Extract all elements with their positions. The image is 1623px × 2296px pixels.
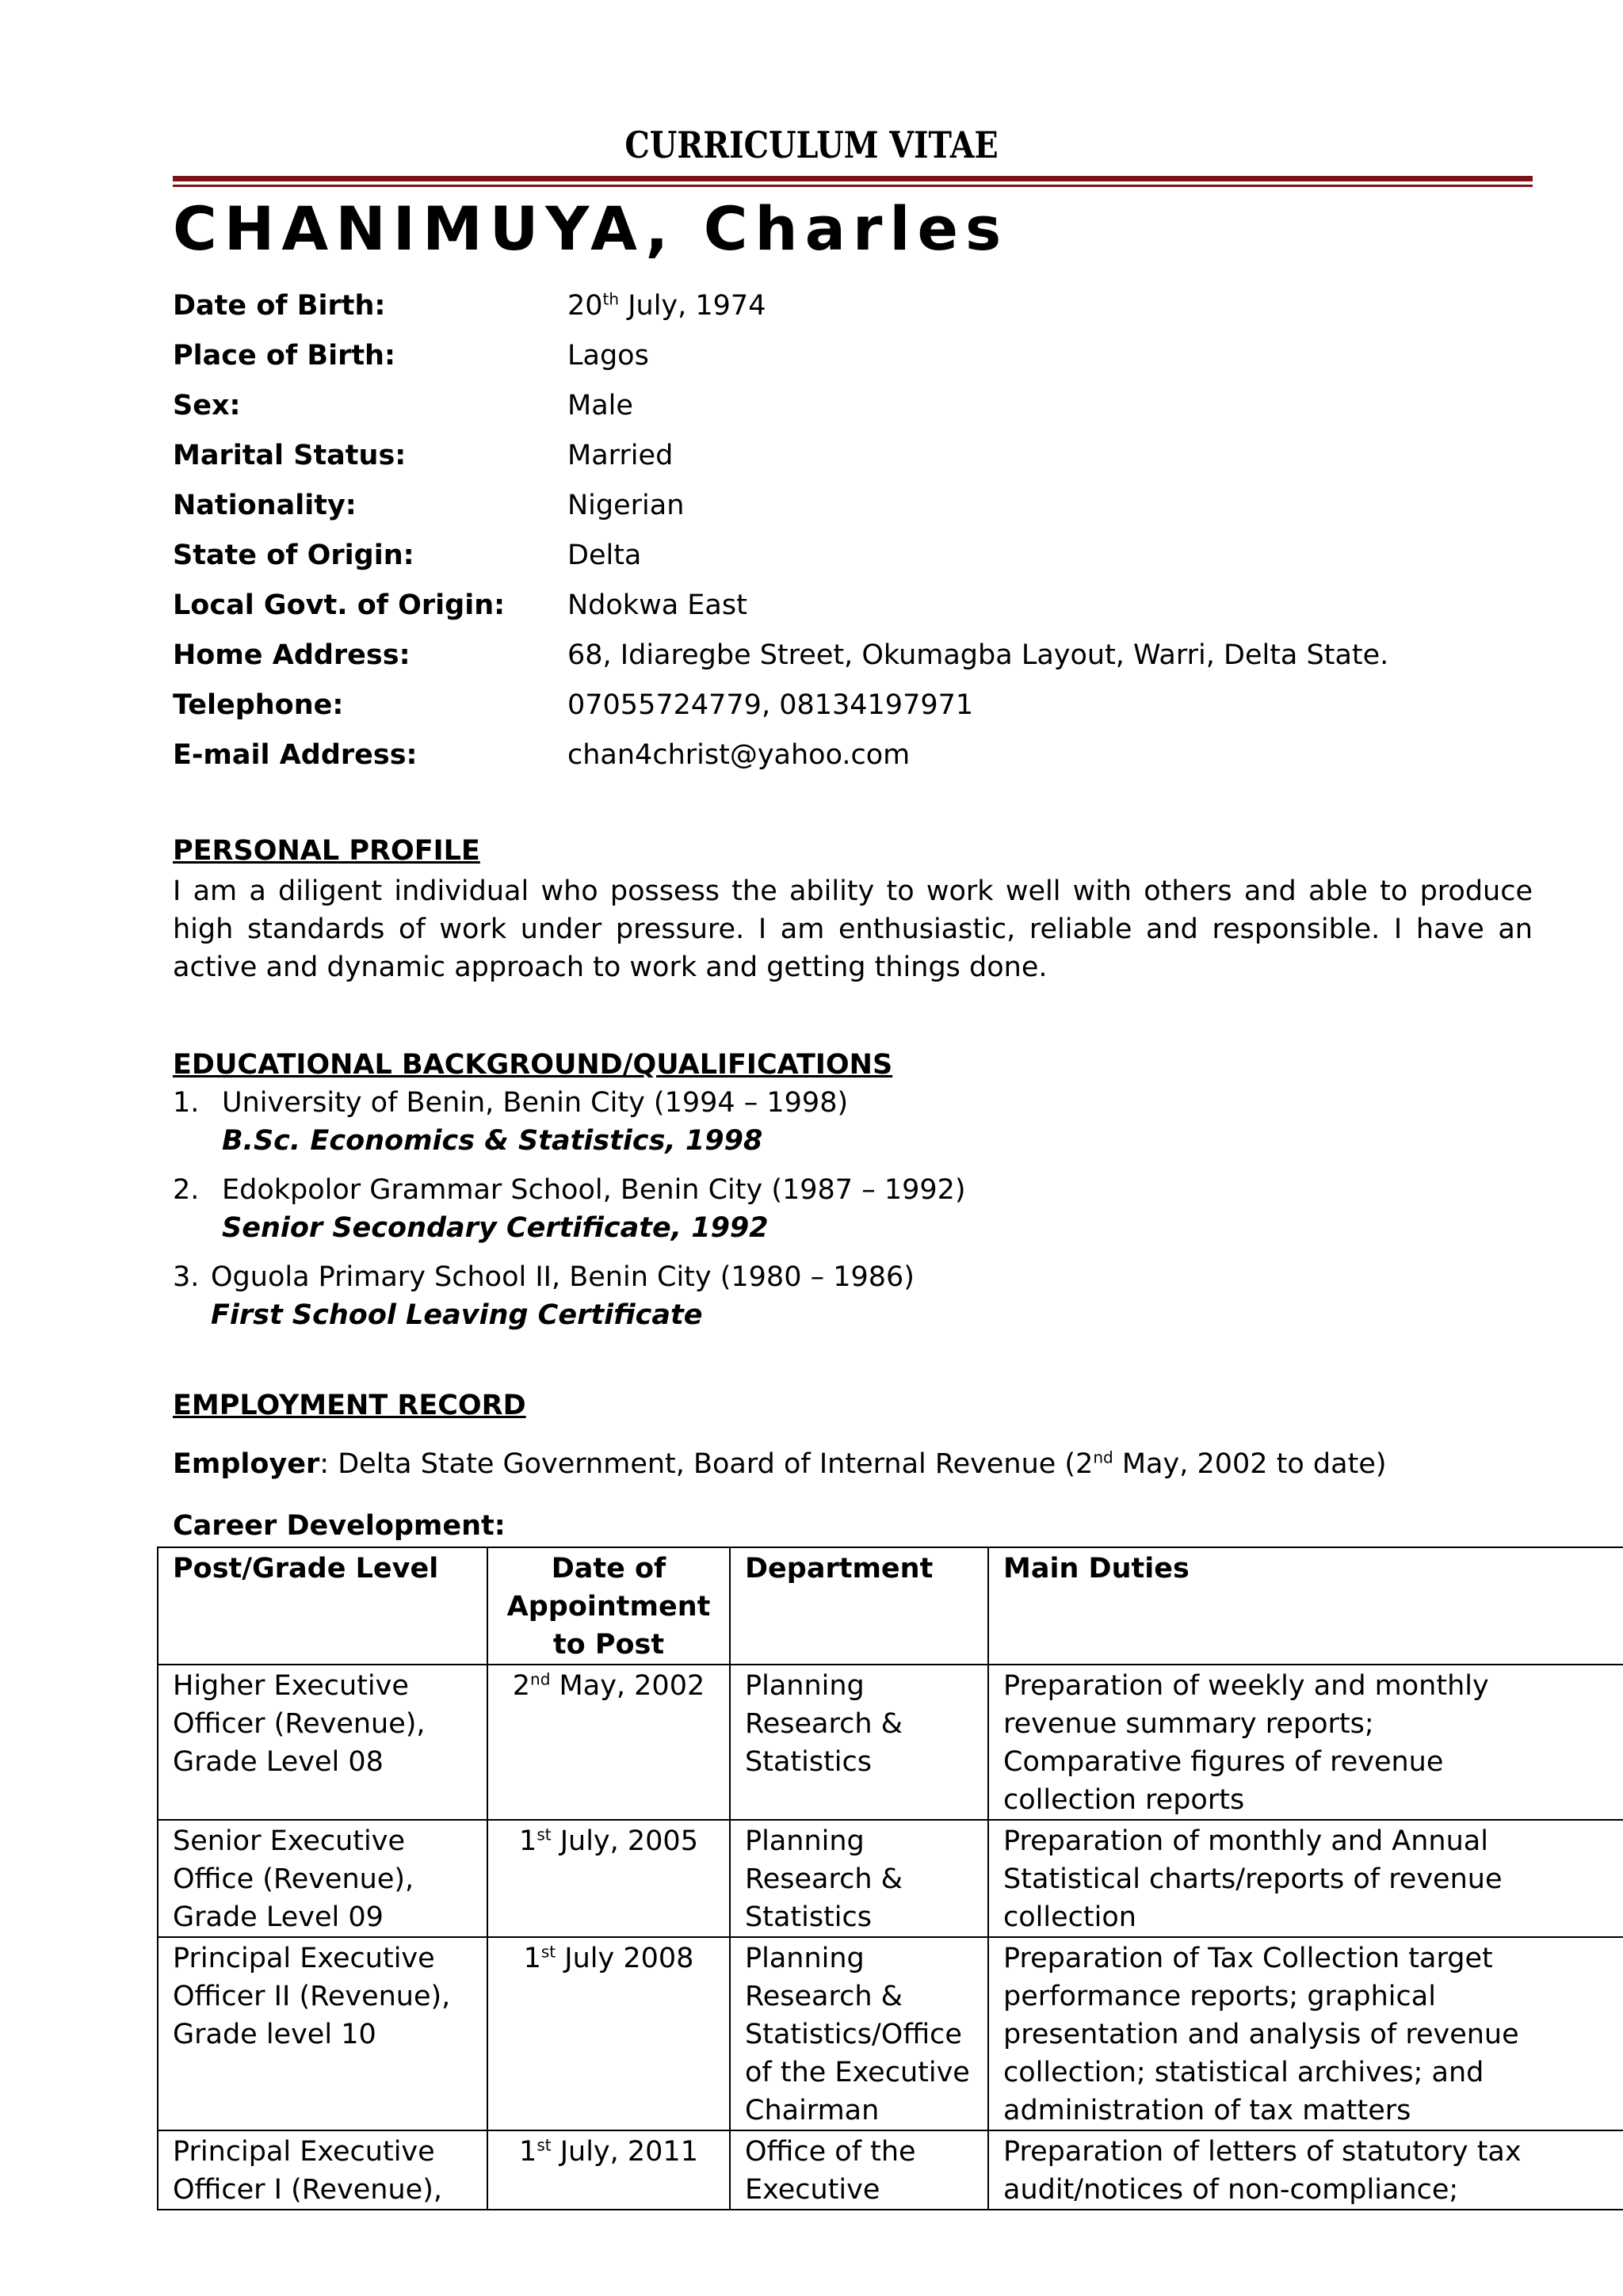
education-number: 3. <box>173 1261 200 1293</box>
cell-line: Principal Executive <box>173 2136 435 2168</box>
cell-date-sup: nd <box>530 1669 551 1689</box>
cell-line: Officer II (Revenue), <box>173 1981 451 2012</box>
cell-line: Grade Level 08 <box>173 1746 384 1778</box>
employer-text-end: May, 2002 to date) <box>1113 1448 1387 1480</box>
detail-label: Place of Birth: <box>173 340 395 372</box>
cell-line: revenue summary reports; <box>1003 1708 1374 1740</box>
cell-date-text: 1 <box>519 1825 537 1857</box>
detail-value <box>567 390 633 421</box>
detail-row <box>173 390 1533 440</box>
cell-line: Higher Executive <box>173 1670 409 1702</box>
education-number: 2. <box>173 1174 200 1206</box>
detail-value-text: 20 <box>567 290 603 322</box>
detail-value <box>567 540 641 571</box>
detail-value <box>567 689 973 721</box>
detail-label: Marital Status: <box>173 440 407 471</box>
personal-details <box>173 290 1533 789</box>
detail-value <box>567 490 684 521</box>
cell-line: presentation and analysis of revenue <box>1003 2019 1519 2050</box>
cell-line: Office (Revenue), <box>173 1863 414 1895</box>
cell-department <box>730 1665 988 1820</box>
header-duties: Main Duties <box>988 1547 1623 1665</box>
header-rule-thin <box>173 185 1533 187</box>
cell-duties <box>988 1820 1623 1937</box>
cell-post <box>158 2130 487 2210</box>
cell-line: administration of tax matters <box>1003 2095 1411 2126</box>
cell-line: Chairman <box>745 2095 880 2126</box>
table-row <box>158 1937 1623 2130</box>
cell-line: Statistical charts/reports of revenue <box>1003 1863 1503 1895</box>
cell-line: Officer (Revenue), <box>173 1708 426 1740</box>
cell-line: Planning <box>745 1670 865 1702</box>
detail-label: State of Origin: <box>173 540 414 571</box>
detail-value-text: 68, Idiaregbe Street, Okumagba Layout, Warri, Delta State. <box>567 639 1389 671</box>
profile-text <box>173 872 1533 986</box>
detail-value-text: Nigerian <box>567 490 685 521</box>
education-qualification: B.Sc. Economics & Statistics, 1998 <box>222 1125 763 1157</box>
cell-date-text-end: July 2008 <box>556 1943 694 1974</box>
cell-line: performance reports; graphical <box>1003 1981 1436 2012</box>
table-row <box>158 2130 1623 2210</box>
cell-line: Grade Level 09 <box>173 1901 384 1933</box>
career-table-header <box>158 1547 1623 1665</box>
education-heading: EDUCATIONAL BACKGROUND/QUALIFICATIONS <box>173 1049 893 1081</box>
cell-line: Planning <box>745 1825 865 1857</box>
employer-sup: nd <box>1093 1447 1113 1467</box>
detail-row <box>173 540 1533 589</box>
cell-post <box>158 1665 487 1820</box>
cell-duties <box>988 1937 1623 2130</box>
cell-line: Statistics <box>745 1746 872 1778</box>
header-rule-thick <box>173 176 1533 181</box>
cell-line: Principal Executive <box>173 1943 435 1974</box>
cell-line: Planning <box>745 1943 865 1974</box>
cell-post <box>158 1937 487 2130</box>
detail-value <box>567 440 673 471</box>
cell-line: Preparation of monthly and Annual <box>1003 1825 1488 1857</box>
detail-value-text: Married <box>567 440 674 471</box>
header-post: Post/Grade Level <box>158 1547 487 1665</box>
header-department: Department <box>730 1547 988 1665</box>
cell-date-text: 2 <box>512 1670 531 1702</box>
detail-value-text: 07055724779, 08134197971 <box>567 689 974 721</box>
detail-label: Nationality: <box>173 490 357 521</box>
detail-row <box>173 340 1533 390</box>
cell-line: Research & <box>745 1863 903 1895</box>
detail-label: Date of Birth: <box>173 290 386 322</box>
cell-date <box>487 2130 730 2210</box>
profile-heading: PERSONAL PROFILE <box>173 835 480 867</box>
detail-label: Local Govt. of Origin: <box>173 589 506 621</box>
cell-date-text-end: July, 2011 <box>551 2136 698 2168</box>
document-title: CURRICULUM VITAE <box>624 124 999 166</box>
cell-date-text-end: May, 2002 <box>550 1670 705 1702</box>
detail-label: Sex: <box>173 390 241 421</box>
cell-line: Research & <box>745 1981 903 2012</box>
cell-line: Preparation of letters of statutory tax <box>1003 2136 1522 2168</box>
cell-line: Officer I (Revenue), <box>173 2174 442 2206</box>
detail-row <box>173 589 1533 639</box>
detail-row <box>173 490 1533 540</box>
detail-value <box>567 589 747 621</box>
detail-value-text: Male <box>567 390 633 421</box>
employment-heading: EMPLOYMENT RECORD <box>173 1390 526 1421</box>
table-row <box>158 1820 1623 1937</box>
cell-date-text: 1 <box>523 1943 541 1974</box>
education-item-1 <box>173 1087 849 1119</box>
candidate-name: CHANIMUYA, Charles <box>173 193 1009 264</box>
cell-line: collection <box>1003 1901 1136 1933</box>
cell-date <box>487 1665 730 1820</box>
detail-label: Home Address: <box>173 639 411 671</box>
detail-value-text: Delta <box>567 540 642 571</box>
cell-line: collection reports <box>1003 1784 1245 1816</box>
detail-value <box>567 639 1388 671</box>
profile-line: I am a diligent individual who possess the ability to work well with others and able to produce <box>173 875 1533 907</box>
cell-department <box>730 1937 988 2130</box>
detail-value <box>567 290 766 322</box>
cell-line: collection; statistical archives; and <box>1003 2057 1484 2088</box>
cell-date <box>487 1937 730 2130</box>
career-heading: Career Development: <box>173 1510 506 1542</box>
education-qualification: First School Leaving Certificate <box>211 1299 703 1331</box>
header-date: Date of Appointment to Post <box>487 1547 730 1665</box>
detail-value-text: Ndokwa East <box>567 589 747 621</box>
cell-duties <box>988 1665 1623 1820</box>
education-item-3 <box>173 1261 915 1293</box>
detail-row <box>173 739 1533 789</box>
detail-value-text: chan4christ@yahoo.com <box>567 739 911 771</box>
cell-line: Office of the <box>745 2136 916 2168</box>
detail-value-text: Lagos <box>567 340 649 372</box>
career-table <box>157 1547 1623 2210</box>
cell-date-sup: st <box>537 2135 552 2155</box>
cell-line: Preparation of Tax Collection target <box>1003 1943 1493 1974</box>
detail-value <box>567 340 649 372</box>
employer-label: Employer <box>173 1448 320 1480</box>
cell-line: Grade level 10 <box>173 2019 376 2050</box>
cell-date-sup: st <box>537 1825 552 1844</box>
detail-value <box>567 739 910 771</box>
education-school: Edokpolor Grammar School, Benin City (1987 – 1992) <box>222 1174 966 1206</box>
cell-line: of the Executive <box>745 2057 970 2088</box>
cell-date-sup: st <box>540 1942 556 1962</box>
detail-row <box>173 290 1533 340</box>
cell-line: Senior Executive <box>173 1825 405 1857</box>
detail-row <box>173 440 1533 490</box>
cell-line: Research & <box>745 1708 903 1740</box>
cell-line: Statistics/Office <box>745 2019 962 2050</box>
education-school: University of Benin, Benin City (1994 – 1998) <box>222 1087 849 1119</box>
cell-line: Statistics <box>745 1901 872 1933</box>
cell-line: audit/notices of non-compliance; <box>1003 2174 1459 2206</box>
profile-line: active and dynamic approach to work and getting things done. <box>173 952 1048 983</box>
cell-line: Preparation of weekly and monthly <box>1003 1670 1489 1702</box>
employer-text: : Delta State Government, Board of Internal Revenue (2 <box>319 1448 1094 1480</box>
cell-department <box>730 2130 988 2210</box>
education-item-2 <box>173 1174 966 1206</box>
detail-value-sup: th <box>602 289 620 309</box>
detail-row <box>173 689 1533 739</box>
education-number: 1. <box>173 1087 200 1119</box>
cell-line: Comparative figures of revenue <box>1003 1746 1444 1778</box>
cell-date-text: 1 <box>519 2136 537 2168</box>
cell-post <box>158 1820 487 1937</box>
employer-line <box>173 1448 1387 1480</box>
cell-line: Executive <box>745 2174 880 2206</box>
detail-label: E-mail Address: <box>173 739 418 771</box>
profile-line: high standards of work under pressure. I am enthusiastic, reliable and responsible. I have an <box>173 913 1533 945</box>
table-row <box>158 1665 1623 1820</box>
detail-value-text-end: July, 1974 <box>619 290 766 322</box>
detail-row <box>173 639 1533 689</box>
detail-label: Telephone: <box>173 689 344 721</box>
education-school: Oguola Primary School II, Benin City (1980 – 1986) <box>211 1261 915 1293</box>
education-qualification: Senior Secondary Certificate, 1992 <box>222 1212 769 1244</box>
cell-department <box>730 1820 988 1937</box>
cell-duties <box>988 2130 1623 2210</box>
cell-date-text-end: July, 2005 <box>551 1825 698 1857</box>
cell-date <box>487 1820 730 1937</box>
